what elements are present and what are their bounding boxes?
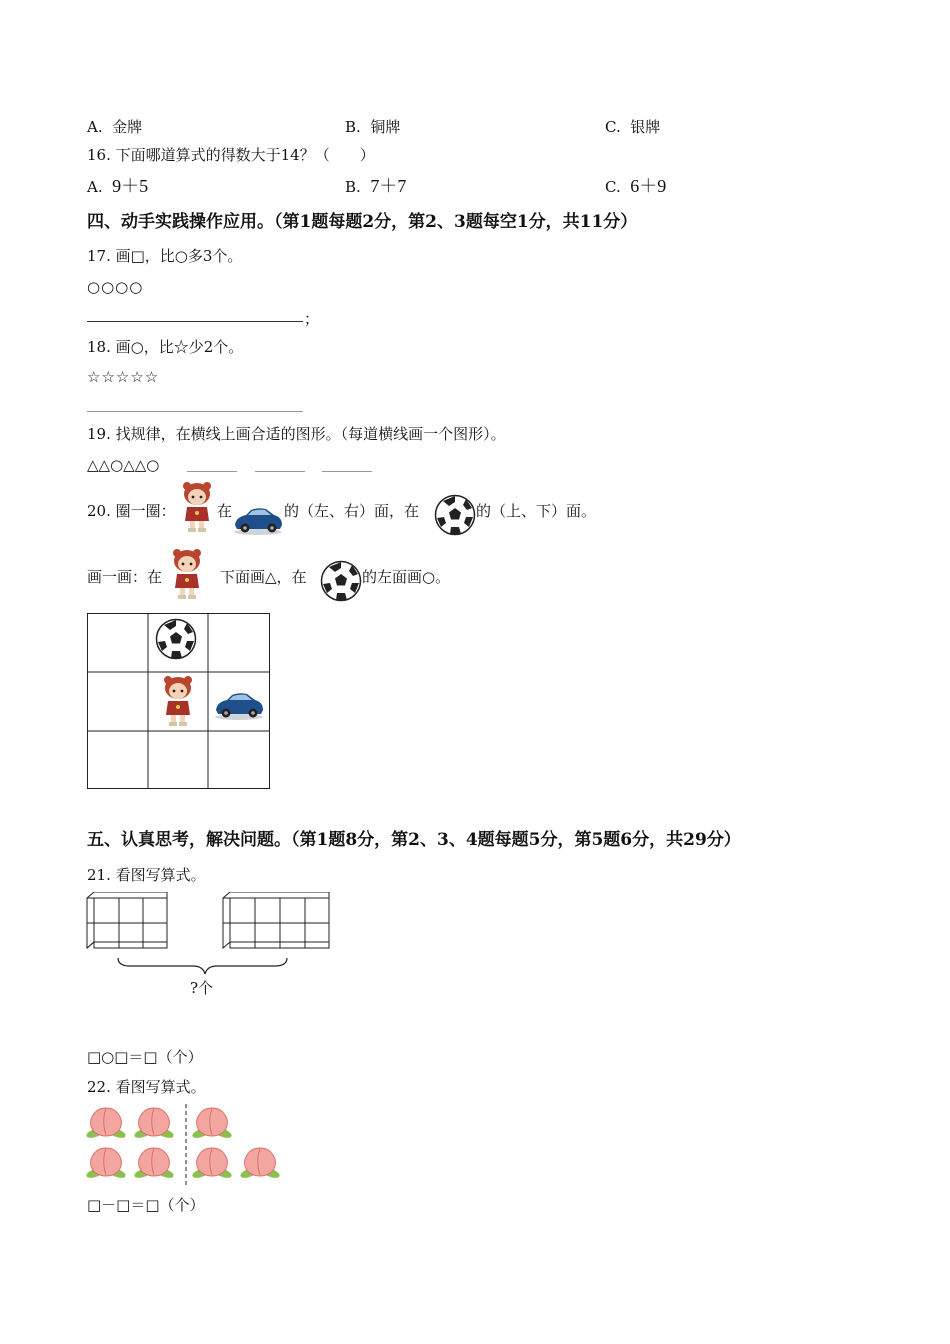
q19-pattern: △△○△△○ (87, 456, 160, 474)
q18-question: 18. 画○，比☆少2个。 (87, 338, 244, 356)
q19-blank-2[interactable] (255, 471, 305, 472)
q22-equation: □－□＝□（个） (87, 1196, 205, 1214)
grid-doll-icon (164, 676, 192, 726)
q17-line-end: ； (304, 310, 320, 328)
q20-prefix: 20. 圈一圈： (87, 502, 176, 520)
doll-icon (178, 481, 216, 533)
q16-question: 16. 下面哪道算式的得数大于14？（ ） (87, 146, 375, 164)
doll-icon (168, 547, 206, 601)
q20-zai: 在 (217, 502, 233, 520)
q17-circles: ○○○○ (87, 278, 144, 296)
q15-option-b: B. 铜牌 (345, 118, 401, 136)
q18-answer-line[interactable] (87, 411, 303, 412)
q15-option-a: A. 金牌 (87, 118, 143, 136)
q20-part2: 的（上、下）面。 (476, 502, 597, 520)
football-icon (434, 494, 476, 536)
football-icon (320, 560, 362, 602)
q17-answer-line[interactable] (87, 321, 303, 322)
q21-equation: □○□＝□（个） (87, 1048, 203, 1066)
q18-stars: ☆☆☆☆☆ (87, 368, 160, 386)
q20-part1: 的（左、右）面，在 (284, 502, 420, 520)
q16-option-b: B. 7＋7 (345, 176, 407, 196)
q22-peach-figure (85, 1102, 285, 1188)
q19-blank-3[interactable] (322, 471, 372, 472)
q22-question: 22. 看图写算式。 (87, 1078, 206, 1096)
q21-question: 21. 看图写算式。 (87, 866, 206, 884)
grid-car-icon (215, 693, 263, 720)
q19-question: 19. 找规律，在横线上画合适的图形。（每道横线画一个图形）。 (87, 425, 506, 443)
car-icon (232, 500, 284, 536)
q15-option-c: C. 银牌 (605, 118, 661, 136)
section5-heading: 五、认真思考，解决问题。（第1题8分，第2、3、4题每题5分，第5题6分，共29分） (87, 830, 741, 850)
q20-draw-prefix: 画一画：在 (87, 568, 163, 586)
q17-question: 17. 画□，比○多3个。 (87, 247, 243, 265)
q20-draw-end: 的左面画○。 (362, 568, 451, 586)
position-grid[interactable] (87, 613, 270, 789)
section4-heading: 四、动手实践操作应用。（第1题每题2分，第2、3题每空1分，共11分） (87, 212, 638, 232)
q16-option-a: A. 9＋5 (87, 176, 149, 196)
grid-football-icon (157, 620, 196, 659)
q16-option-c: C. 6＋9 (605, 176, 667, 196)
q19-blank-1[interactable] (187, 471, 237, 472)
q21-brace-label: ?个 (190, 979, 214, 997)
q20-draw-mid: 下面画△，在 (220, 568, 307, 586)
